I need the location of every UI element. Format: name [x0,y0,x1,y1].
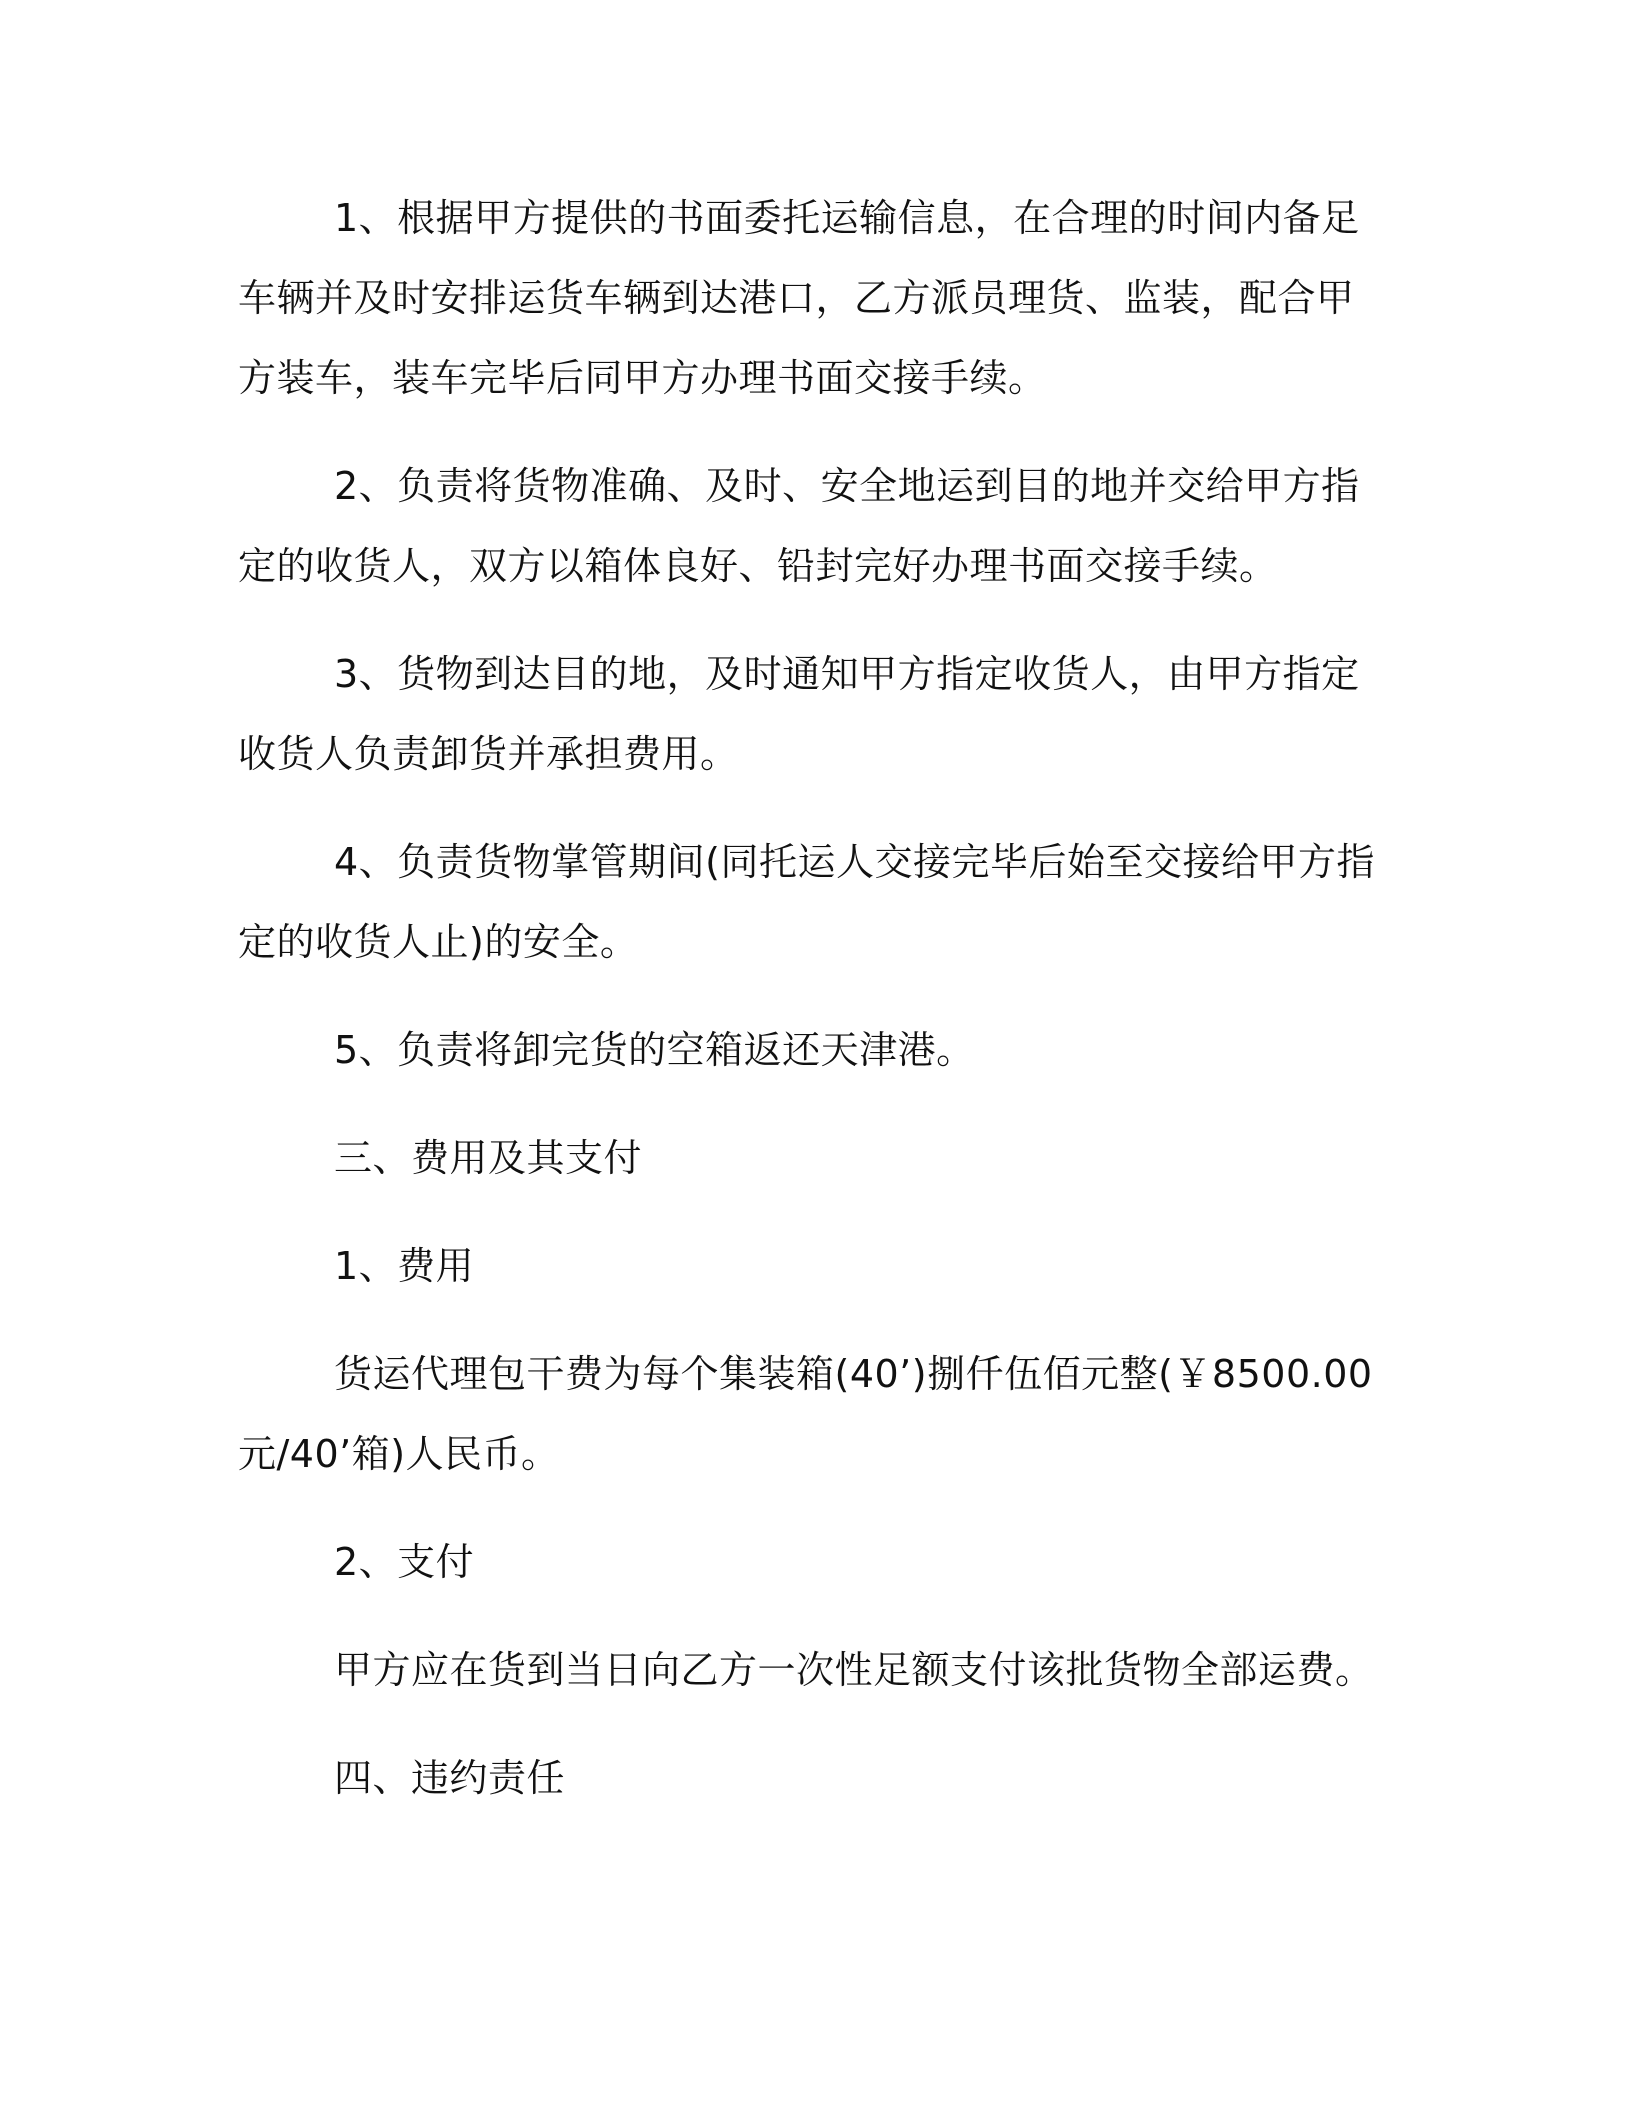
fee-heading: 1、费用 [334,1244,475,1288]
clause-5: 5、负责将卸完货的空箱返还天津港。 [334,1028,975,1072]
payment-text: 甲方应在货到当日向乙方一次性足额支付该批货物全部运费。 [334,1648,1374,1692]
clause-2: 2、负责将货物准确、及时、安全地运到目的地并交给甲方指定的收货人，双方以箱体良好、铅封完好办理书面交接手续。 [238,464,1360,588]
clause-1: 1、根据甲方提供的书面委托运输信息，在合理的时间内备足车辆并及时安排运货车辆到达港口，乙方派员理货、监装，配合甲方装车，装车完毕后同甲方办理书面交接手续。 [238,196,1360,400]
fee-text: 货运代理包干费为每个集装箱(40’)捌仟伍佰元整(￥8500.00 元/40’箱)人民币。 [238,1352,1373,1476]
payment-heading: 2、支付 [334,1540,475,1584]
section-three-heading: 三、费用及其支付 [334,1136,643,1180]
section-four-heading: 四、违约责任 [334,1756,566,1800]
document-body [238,178,1378,1846]
clause-4: 4、负责货物掌管期间(同托运人交接完毕后始至交接给甲方指定的收货人止)的安全。 [238,840,1376,964]
clause-3: 3、货物到达目的地，及时通知甲方指定收货人，由甲方指定收货人负责卸货并承担费用。 [238,652,1360,776]
